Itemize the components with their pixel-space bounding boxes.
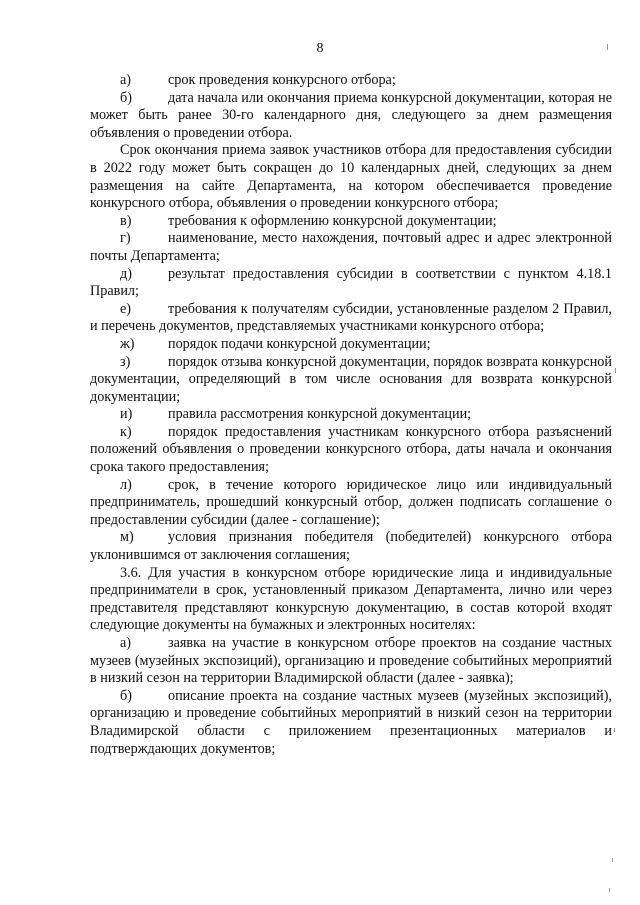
- item-text: требования к получателям субсидии, установленные разделом 2 Правил, и перечень документов, представляемых участниками конкурсного отбора;: [90, 300, 612, 335]
- list-item-b: [90, 90, 612, 143]
- list-item-v: [90, 213, 612, 231]
- list-item-z: [90, 354, 612, 407]
- scan-edge-mark: [614, 728, 615, 732]
- list-item-a-application: [90, 635, 612, 688]
- item-label: б): [120, 89, 132, 106]
- item-label: а): [120, 72, 132, 88]
- list-item-a: [90, 72, 612, 90]
- scan-edge-mark: [607, 44, 608, 50]
- item-text: порядок предоставления участникам конкурсного отбора разъяснений положений объявления о проведении конкурсного отбора, даты начала и окончания срока такого предоставления;: [90, 423, 612, 476]
- list-item-d: [90, 266, 612, 301]
- item-text: дата начала или окончания приема конкурсной документации, которая не может быть ранее 30-го календарного дня, следующего за днем размещения объявления о проведении отбора.: [90, 89, 612, 141]
- list-item-g: [90, 230, 612, 265]
- paragraph-deadline: Срок окончания приема заявок участников отбора для предоставления субсидии в 2022 году может быть сокращен до 10 календарных дней, следующих за днем размещения на сайте Департамента, на котором обеспечивается проведение конкурсного отбора, объявления о проведении конкурсного отбора;: [90, 142, 612, 212]
- item-label: д): [120, 265, 132, 282]
- item-text: условия признания победителя (победителей) конкурсного отбора уклонившимся от заключения соглашения;: [90, 529, 612, 564]
- item-label: б): [120, 687, 132, 704]
- item-label: г): [120, 230, 131, 247]
- item-label: е): [120, 300, 132, 317]
- item-text: заявка на участие в конкурсном отборе проектов на создание частных музеев (музейных экспозиций), организацию и проведение событийных мероприятий в низкий сезон на территории Владимирской области (далее - заявка);: [90, 635, 612, 687]
- scan-edge-mark: [609, 888, 610, 892]
- list-item-b-description: [90, 688, 612, 758]
- list-item-l: [90, 477, 612, 530]
- page-number: 8: [316, 41, 324, 56]
- list-item-e: [90, 301, 612, 336]
- item-text: наименование, место нахождения, почтовый адрес и адрес электронной почты Департамента;: [90, 230, 612, 264]
- item-label: л): [120, 476, 132, 493]
- item-label: а): [120, 635, 132, 651]
- item-text: порядок подачи конкурсной документации;: [168, 335, 431, 352]
- list-item-zh: [90, 336, 612, 354]
- item-label: в): [120, 212, 132, 229]
- list-item-m: [90, 529, 612, 564]
- paragraph-3-6: 3.6. Для участия в конкурсном отборе юридические лица и индивидуальные предприниматели в срок, установленный приказом Департамента, лично или через представителя представляют конкурсную документацию, в состав которой входят следующие документы на бумажных и электронных носителях:: [90, 564, 612, 634]
- item-label: з): [120, 353, 131, 370]
- list-item-k: [90, 424, 612, 477]
- scan-edge-mark: [615, 368, 616, 373]
- scan-edge-mark: [612, 858, 613, 862]
- list-item-i: [90, 406, 612, 424]
- document-body: [90, 72, 612, 758]
- item-text: правила рассмотрения конкурсной документации;: [168, 406, 472, 423]
- item-label: к): [120, 423, 132, 440]
- item-label: и): [120, 406, 133, 423]
- item-text: результат предоставления субсидии в соответствии с пунктом 4.18.1 Правил;: [90, 265, 612, 300]
- item-text: требования к оформлению конкурсной документации;: [168, 212, 497, 229]
- item-text: срок, в течение которого юридическое лицо или индивидуальный предприниматель, прошедший конкурсный отбор, должен подписать соглашение о предоставлении субсидии (далее - соглашение);: [90, 476, 612, 528]
- item-label: м): [120, 529, 134, 546]
- item-text: описание проекта на создание частных музеев (музейных экспозиций), организацию и проведение событийных мероприятий в низкий сезон на территории Владимирской области с приложением презентационных материалов и подтверждающих документов;: [90, 687, 612, 757]
- item-text: срок проведения конкурсного отбора;: [168, 72, 396, 88]
- item-text: порядок отзыва конкурсной документации, порядок возврата конкурсной документации, определяющий в том числе основания для возврата конкурсной документации;: [90, 353, 612, 405]
- item-label: ж): [120, 335, 135, 352]
